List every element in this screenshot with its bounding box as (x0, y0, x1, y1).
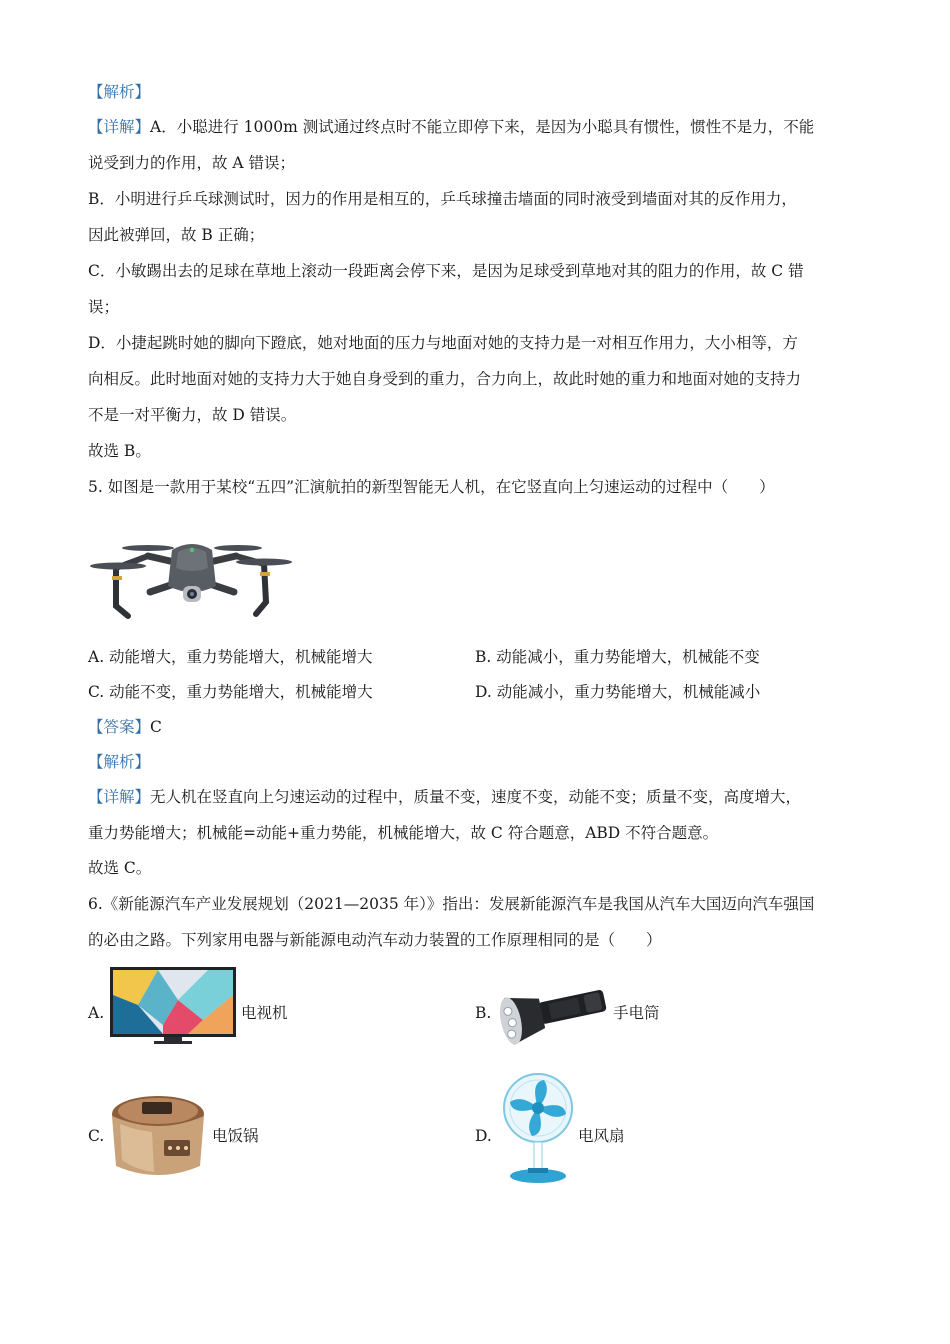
q4-detail-line-8: 向相反。此时地面对她的支持力大于她自身受到的重力，合力向上，故此时她的重力和地面对她的支持力 (88, 370, 802, 388)
q6-option-d-letter: D. (475, 1127, 492, 1145)
q5-stem: 5. 如图是一款用于某校“五四”汇演航拍的新型智能无人机，在它竖直向上匀速运动的过程中（ ） (88, 478, 775, 496)
q6-option-c-label: 电饭锅 (212, 1127, 259, 1145)
q4-detail-line-7: D．小捷起跳时她的脚向下蹬底，她对地面的压力与地面对她的支持力是一对相互作用力，大小相等，方 (88, 334, 798, 352)
q5-answer-tag: 【答案】 (88, 718, 151, 736)
q4-detail-line-2: 说受到力的作用，故 A 错误； (88, 154, 296, 172)
q6-stem-line-1: 6.《新能源汽车产业发展规划（2021—2035 年）》指出：发展新能源汽车是我国从汽车大国迈向汽车强国 (88, 895, 815, 913)
q5-detail-tag: 【详解】 (88, 788, 151, 806)
q5-option-c: C. 动能不变，重力势能增大，机械能增大 (88, 683, 373, 701)
q6-option-b-label: 手电筒 (613, 1004, 660, 1022)
q5-conclusion: 故选 C。 (88, 859, 152, 877)
q6-option-c-letter: C. (88, 1127, 105, 1145)
fan-icon (500, 1072, 576, 1186)
q4-detail-line-5: C．小敏踢出去的足球在草地上滚动一段距离会停下来，是因为足球受到草地对其的阻力的作用，故 C 错 (88, 262, 804, 280)
q6-stem-line-2: 的必由之路。下列家用电器与新能源电动汽车动力装置的工作原理相同的是（ ） (88, 931, 662, 949)
drone-image (88, 520, 296, 628)
q4-detail-line-3: B．小明进行乒乓球测试时，因力的作用是相互的，乒乓球撞击墙面的同时液受到墙面对其的反作用力， (88, 190, 797, 208)
q5-analysis-tag: 【解析】 (88, 753, 151, 771)
q4-conclusion: 故选 B。 (88, 442, 151, 460)
q5-option-a: A. 动能增大，重力势能增大，机械能增大 (88, 648, 373, 666)
q6-option-a-letter: A. (88, 1004, 105, 1022)
q6-option-a-label: 电视机 (241, 1004, 288, 1022)
q4-detail-line-4: 因此被弹回，故 B 正确； (88, 226, 265, 244)
q4-detail-line-9: 不是一对平衡力，故 D 错误。 (88, 406, 297, 424)
q5-option-d: D. 动能减小，重力势能增大，机械能减小 (475, 683, 761, 701)
q5-detail-line-1: 【详解】无人机在竖直向上匀速运动的过程中，质量不变，速度不变，动能不变；质量不变，高度增大， (88, 788, 802, 806)
q4-detail-tag: 【详解】 (88, 118, 151, 136)
q6-option-b-letter: B. (475, 1004, 492, 1022)
flashlight-icon (496, 978, 611, 1046)
q4-detail-line-1: 【详解】A．小聪进行 1000m 测试通过终点时不能立即停下来，是因为小聪具有惯性，惯性不是力，不能 (88, 118, 815, 136)
rice-cooker-icon (106, 1090, 210, 1182)
q5-answer: C (150, 718, 162, 736)
q6-option-d-label: 电风扇 (578, 1127, 625, 1145)
q5-option-b: B. 动能减小，重力势能增大，机械能不变 (475, 648, 760, 666)
q4-detail-line-6: 误； (88, 298, 120, 316)
tv-icon (108, 965, 238, 1047)
q5-answer-line (88, 716, 162, 738)
q4-analysis-tag: 【解析】 (88, 83, 151, 101)
q5-detail-line-2: 重力势能增大；机械能=动能+重力势能，机械能增大，故 C 符合题意，ABD 不符合题意。 (88, 824, 719, 842)
